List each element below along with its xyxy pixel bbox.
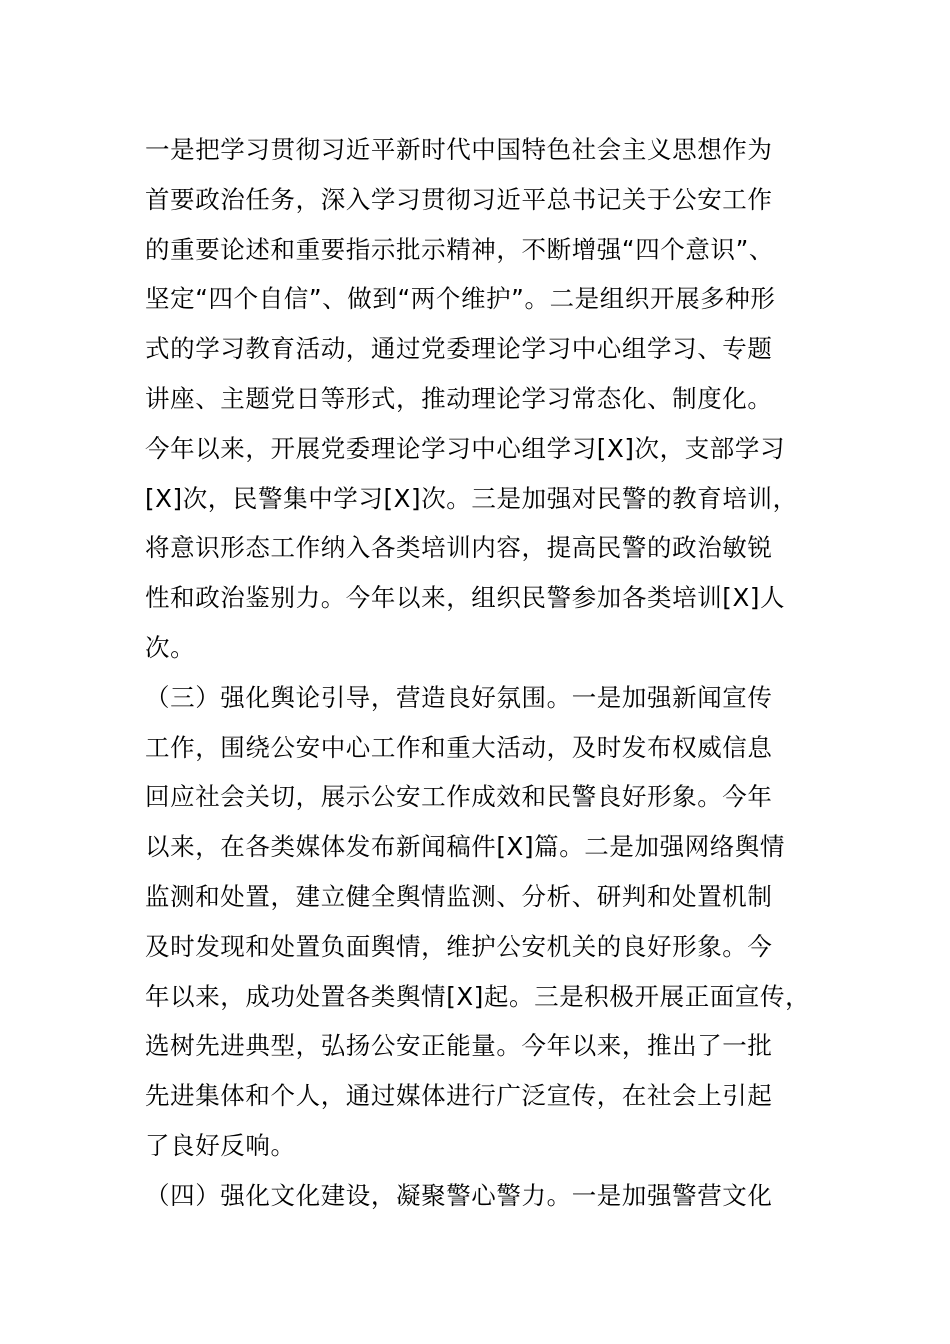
text-line-11: 次。 [145, 632, 196, 662]
text-line-10: 性和政治鉴别力。今年以来，组织民警参加各类培训[X]人 [145, 583, 786, 613]
text-line-17: 及时发现和处置负面舆情，维护公安机关的良好形象。今 [145, 931, 773, 961]
text-line-15: 以来，在各类媒体发布新闻稿件[X]篇。二是加强网络舆情 [145, 832, 786, 862]
text-line-9: 将意识形态工作纳入各类培训内容，提高民警的政治敏锐 [145, 533, 773, 563]
text-line-1: 一是把学习贯彻习近平新时代中国特色社会主义思想作为 [145, 135, 773, 164]
text-line-4: 坚定“四个自信”、做到“两个维护”。二是组织开展多种形 [145, 284, 776, 314]
text-line-7: 今年以来，开展党委理论学习中心组学习[X]次，支部学习 [145, 433, 786, 463]
text-line-8: [X]次，民警集中学习[X]次。三是加强对民警的教育培训， [145, 483, 798, 513]
text-line-20: 先进集体和个人，通过媒体进行广泛宣传，在社会上引起 [145, 1081, 773, 1111]
text-line-5: 式的学习教育活动，通过党委理论学习中心组学习、专题 [145, 334, 773, 364]
text-line-3: 的重要论述和重要指示批示精神，不断增强“四个意识”、 [145, 234, 774, 264]
section-heading-4: （四）强化文化建设，凝聚警心警力。一是加强警营文化 [145, 1180, 773, 1210]
text-line-19: 选树先进典型，弘扬公安正能量。今年以来，推出了一批 [145, 1031, 773, 1061]
body-text [145, 125, 845, 1221]
text-line-16: 监测和处置，建立健全舆情监测、分析、研判和处置机制 [145, 881, 773, 911]
text-line-21: 了良好反响。 [145, 1130, 296, 1160]
text-line-14: 回应社会关切，展示公安工作成效和民警良好形象。今年 [145, 782, 773, 812]
text-line-13: 工作，围绕公安中心工作和重大活动，及时发布权威信息 [145, 732, 773, 762]
text-line-18: 年以来，成功处置各类舆情[X]起。三是积极开展正面宣传， [145, 981, 811, 1011]
text-line-6: 讲座、主题党日等形式，推动理论学习常态化、制度化。 [145, 383, 773, 413]
text-line-2: 首要政治任务，深入学习贯彻习近平总书记关于公安工作 [145, 184, 773, 214]
section-heading-3: （三）强化舆论引导，营造良好氛围。一是加强新闻宣传 [145, 682, 773, 712]
